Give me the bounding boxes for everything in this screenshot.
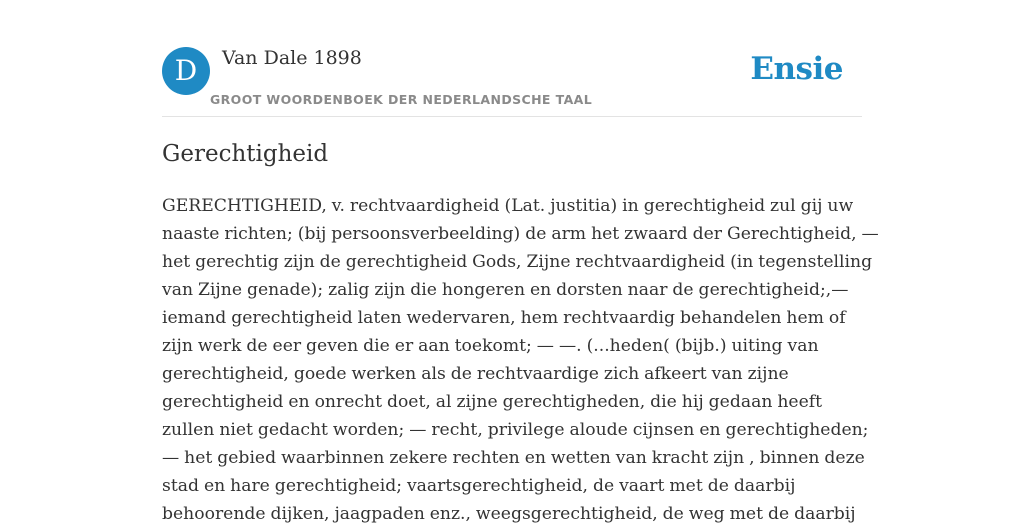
definition-line: zullen niet gedacht worden; — recht, privilege aloude cijnsen en gerechtigheden; <box>162 420 869 440</box>
definition-line: — het gebied waarbinnen zekere rechten en wetten van kracht zijn , binnen deze <box>162 448 865 468</box>
source-subtitle: GROOT WOORDENBOEK DER NEDERLANDSCHE TAAL <box>210 92 593 107</box>
definition-line: het gerechtig zijn de gerechtigheid Gods, Zijne rechtvaardigheid (in tegenstelling <box>162 252 873 272</box>
definition-line: iemand gerechtigheid laten wedervaren, hem rechtvaardig behandelen hem of <box>162 308 846 328</box>
definition-line: naaste richten; (bij persoonsverbeelding) de arm het zwaard der Gerechtigheid, — <box>162 224 879 244</box>
brand-logo-link[interactable]: Ensie <box>750 51 843 87</box>
definition-line: zijn werk de eer geven die er aan toekomt; — —. (...heden( (bijb.) uiting van <box>162 336 819 356</box>
entry-title: Gerechtigheid <box>162 141 329 167</box>
definition-line: gerechtigheid en onrecht doet, al zijne gerechtigheden, die hij gedaan heeft <box>162 392 823 412</box>
definition-line: stad en hare gerechtigheid; vaartsgerechtigheid, de vaart met de daarbij <box>162 476 796 496</box>
definition-line: GERECHTIGHEID, v. rechtvaardigheid (Lat. justitia) in gerechtigheid zul gij uw <box>162 196 854 216</box>
source-title[interactable]: Van Dale 1898 <box>222 47 362 69</box>
definition-line: gerechtigheid, goede werken als de rechtvaardige zich afkeert van zijne <box>162 364 789 384</box>
definition-line: behoorende dijken, jaagpaden enz., weegsgerechtigheid, de weg met de daarbij <box>162 504 856 524</box>
entry-definition <box>162 192 879 528</box>
definition-line: van Zijne genade); zalig zijn die hongeren en dorsten naar de gerechtigheid;,— <box>162 280 849 300</box>
source-header <box>162 46 862 117</box>
avatar: D <box>162 47 210 95</box>
